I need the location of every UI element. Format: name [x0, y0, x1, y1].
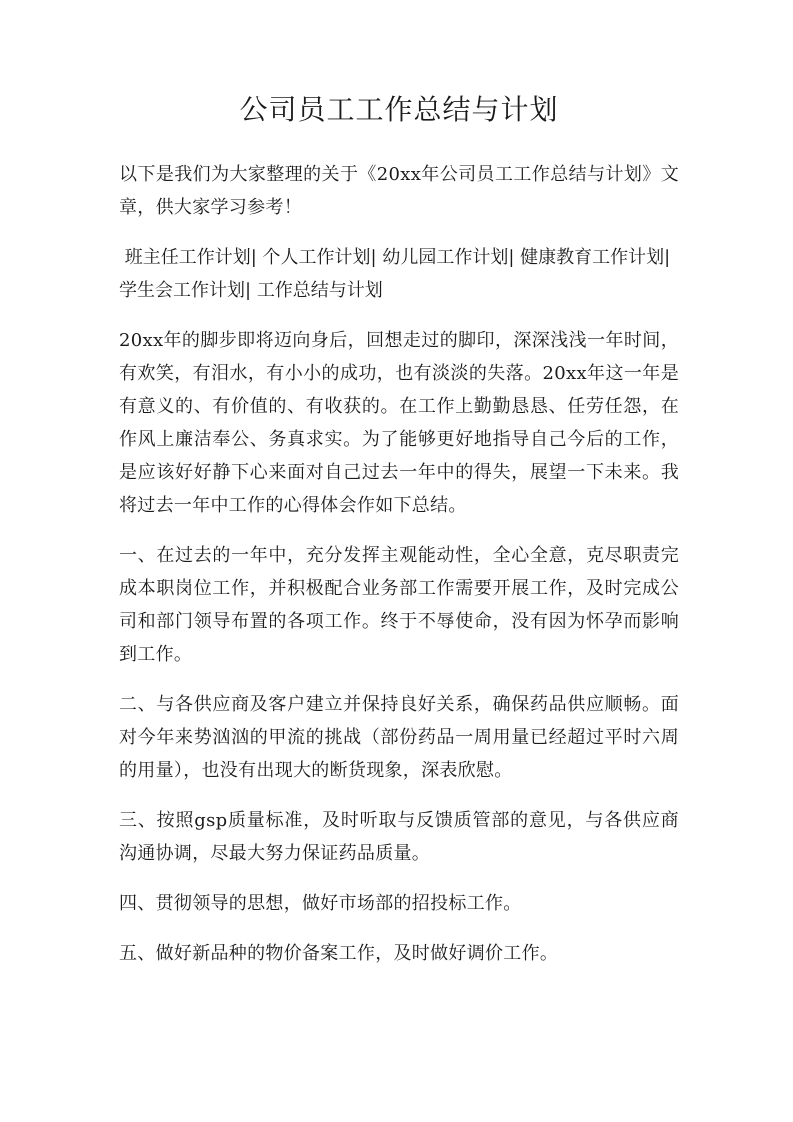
body-paragraph-4: 四、贯彻领导的思想，做好市场部的招投标工作。 — [119, 893, 522, 914]
link-separator: | — [664, 247, 671, 268]
link-separator: | — [245, 280, 252, 301]
link-health-education-plan[interactable]: 健康教育工作计划 — [520, 247, 665, 268]
link-separator: | — [508, 247, 515, 268]
link-student-union-plan[interactable]: 学生会工作计划 — [119, 280, 245, 301]
body-paragraph-3: 三、按照gsp质量标准，及时听取与反馈质管部的意见，与各供应商沟通协调，尽最大努力保证药品质量。 — [119, 810, 679, 864]
link-separator: | — [250, 247, 257, 268]
related-links — [119, 241, 679, 307]
body-paragraph-2: 二、与各供应商及客户建立并保持良好关系，确保药品供应顺畅。面对今年来势汹汹的甲流的挑战（部份药品一周用量已经超过平时六周的用量），也没有出现大的断货现象，深表欣慰。 — [119, 694, 679, 781]
link-separator: | — [370, 247, 377, 268]
link-personal-plan[interactable]: 个人工作计划 — [262, 247, 371, 268]
link-work-summary-plan[interactable]: 工作总结与计划 — [256, 280, 383, 301]
body-paragraph-5: 五、做好新品种的物价备案工作，及时做好调价工作。 — [119, 943, 559, 964]
link-class-teacher-plan[interactable]: 班主任工作计划 — [124, 247, 251, 268]
body-paragraph-1: 一、在过去的一年中，充分发挥主观能动性，全心全意，克尽职责完成本职岗位工作，并积极配合业务部工作需要开展工作，及时完成公司和部门领导布置的各项工作。终于不辱使命，没有因为怀孕而影响到工作。 — [119, 545, 679, 665]
body-paragraph-intro: 20xx年的脚步即将迈向身后，回想走过的脚印，深深浅浅一年时间，有欢笑，有泪水，有小小的成功，也有淡淡的失落。20xx年这一年是有意义的、有价值的、有收获的。在工作上勤勤恳恳、任劳任怨，在作风上廉洁奉公、务真求实。为了能够更好地指导自己今后的工作，是应该好好静下心来面对自己过去一年中的得失，展望一下未来。我将过去一年中工作的心得体会作如下总结。 — [119, 330, 679, 516]
document-title: 公司员工工作总结与计划 — [239, 93, 559, 126]
document-page — [119, 90, 679, 987]
intro-paragraph: 以下是我们为大家整理的关于《20xx年公司员工工作总结与计划》文章，供大家学习参考！ — [119, 164, 679, 218]
link-kindergarten-plan[interactable]: 幼儿园工作计划 — [382, 247, 509, 268]
